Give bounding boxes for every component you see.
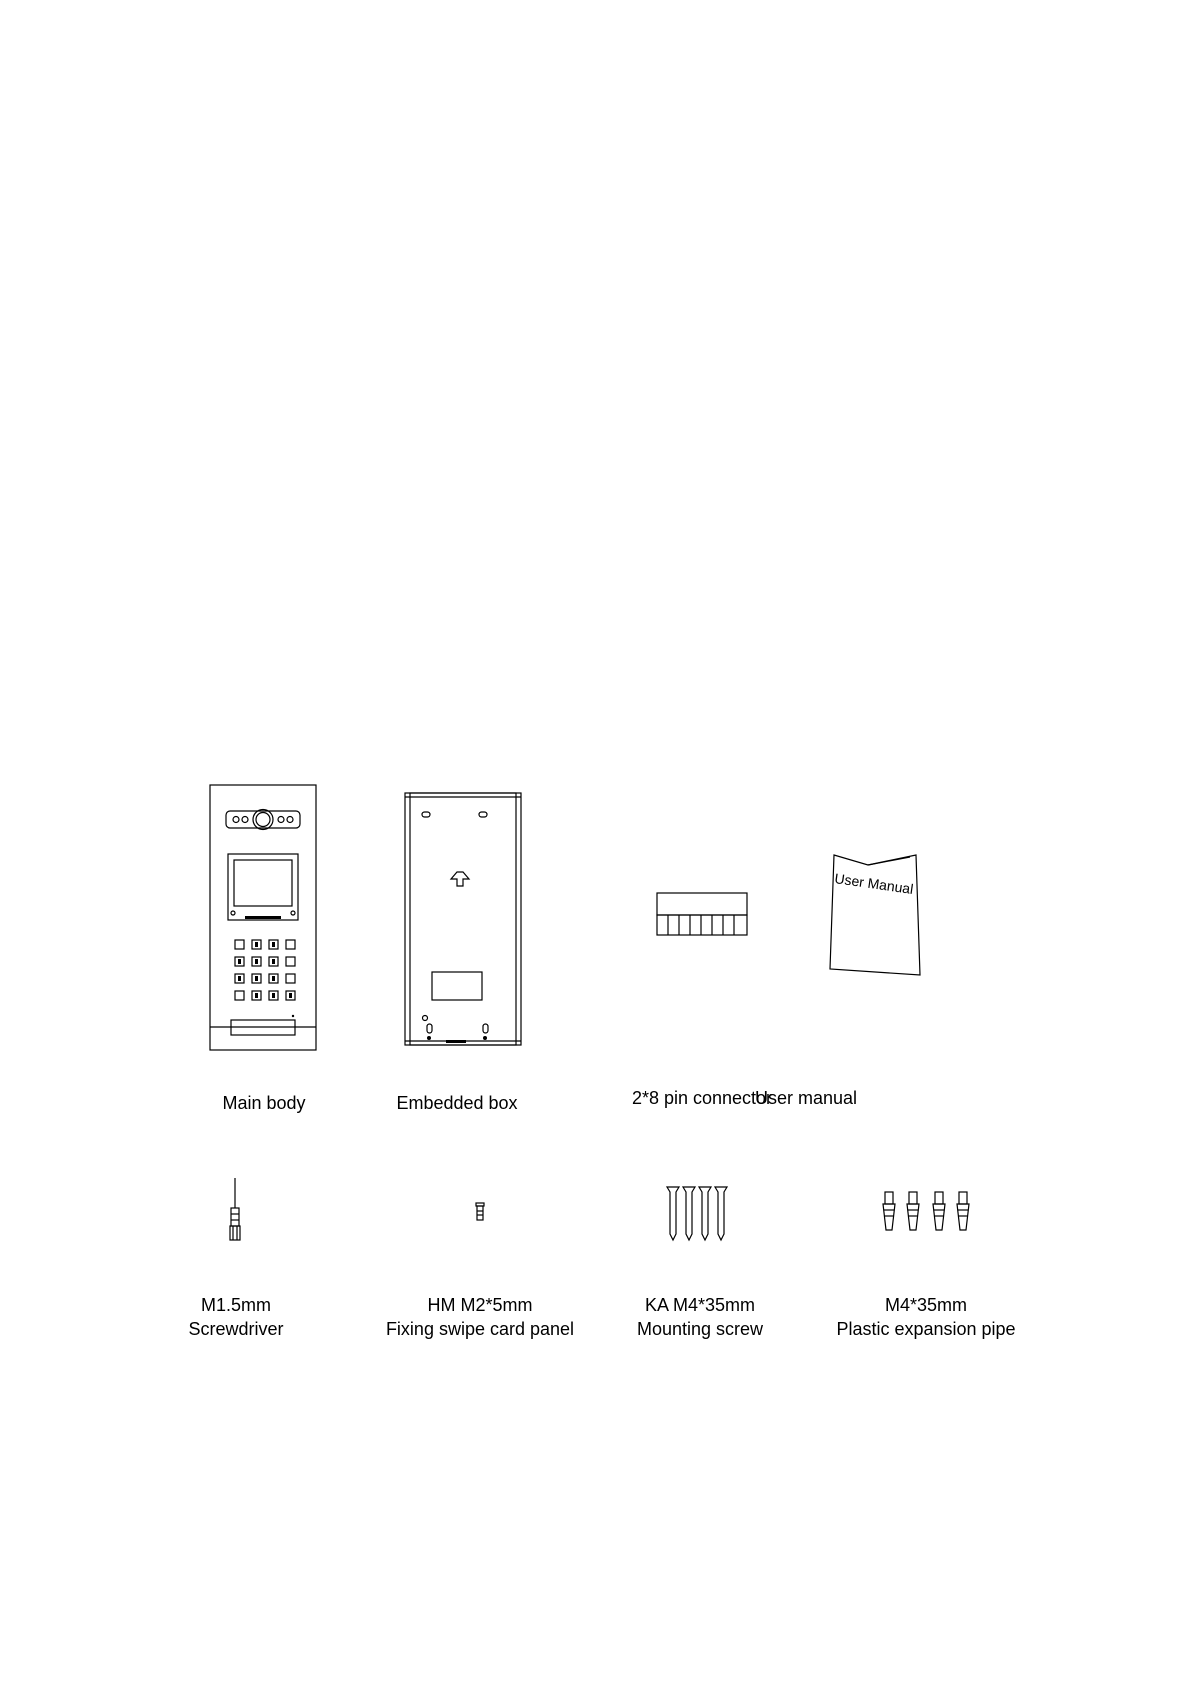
expansion-pipe-label-line2: Plastic expansion pipe (836, 1319, 1016, 1339)
embedded-box-label: Embedded box (396, 1093, 518, 1113)
hm-screw-label-line2: Fixing swipe card panel (385, 1319, 575, 1339)
manual-icon (828, 851, 924, 982)
screwdriver-icon (226, 1176, 244, 1251)
ka-screw-label-line1: KA M4*35mm (644, 1295, 756, 1315)
small-screw-icon (474, 1202, 486, 1227)
hm-screw-label-line1: HM M2*5mm (427, 1295, 533, 1315)
manual-cover-text: User Manual (833, 870, 915, 898)
user-manual-label: User manual (755, 1088, 858, 1108)
expansion-pipe-label-line1: M4*35mm (884, 1295, 968, 1315)
ka-screw-label-line2: Mounting screw (636, 1319, 764, 1339)
pin-connector-label: 2*8 pin connector (631, 1088, 773, 1108)
embedded-box-icon (400, 790, 526, 1053)
door-station-icon (205, 782, 321, 1059)
mounting-screws-icon (664, 1184, 746, 1247)
screwdriver-label-line2: Screwdriver (188, 1319, 284, 1339)
connector-icon (656, 891, 748, 942)
main-body-label: Main body (222, 1093, 306, 1113)
expansion-pipes-icon (870, 1190, 980, 1237)
screwdriver-label-line1: M1.5mm (200, 1295, 271, 1315)
